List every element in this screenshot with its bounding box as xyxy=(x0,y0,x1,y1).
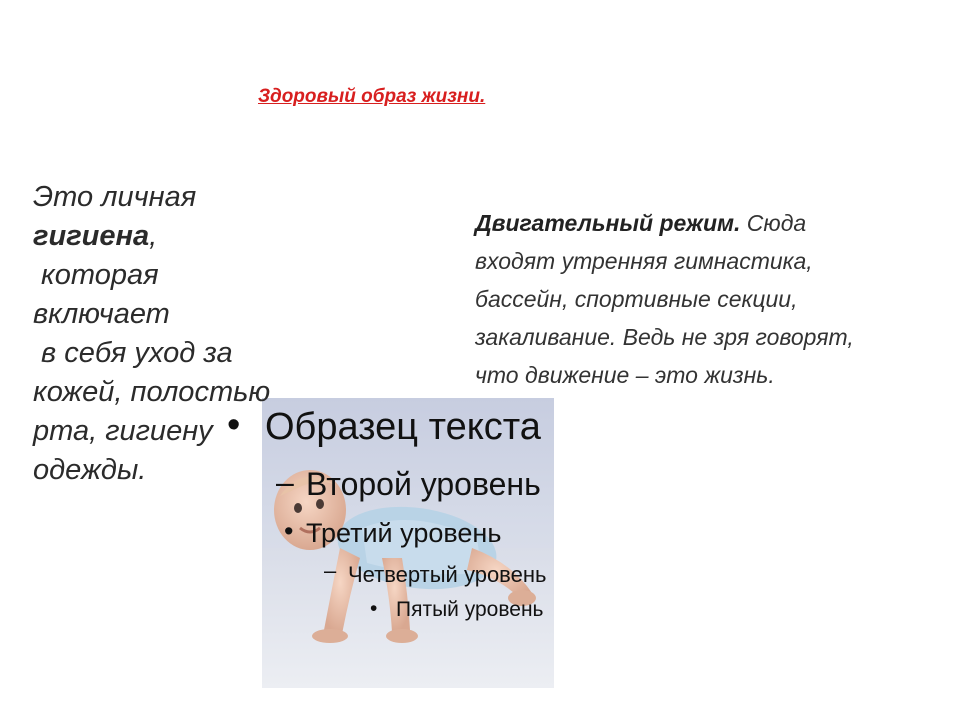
placeholder-level-1: • Образец текста xyxy=(227,404,541,448)
motor-line: что движение – это жизнь. xyxy=(475,362,775,388)
placeholder-level-3: • Третий уровень xyxy=(284,516,502,548)
hygiene-line: гигиена, xyxy=(33,220,158,252)
bullet-dash-icon: – xyxy=(324,558,337,583)
placeholder-level-5: • Пятый уровень xyxy=(370,597,544,621)
hygiene-line: одежды. xyxy=(33,454,147,486)
bullet-dash-icon: – xyxy=(276,464,294,500)
placeholder-level-2: – Второй уровень xyxy=(276,464,541,502)
slide-title: Здоровый образ жизни. xyxy=(258,86,486,107)
hygiene-line: включает xyxy=(33,298,170,330)
motor-regime-heading: Двигательный режим. xyxy=(475,210,741,236)
motor-line: Двигательный режим. Сюда xyxy=(475,210,807,236)
bullet-round-icon: • xyxy=(370,597,378,620)
motor-line: бассейн, спортивные секции, xyxy=(475,286,798,312)
hygiene-line: которая xyxy=(33,259,159,291)
hygiene-line: рта, гигиену xyxy=(33,415,213,447)
bullet-round-icon: • xyxy=(284,516,294,546)
motor-regime-text-block xyxy=(475,204,960,394)
hygiene-bold-word: гигиена xyxy=(33,220,150,252)
hygiene-line: в себя уход за xyxy=(33,337,233,369)
bullet-round-icon: • xyxy=(227,404,241,446)
motor-line: закаливание. Ведь не зря говорят, xyxy=(475,324,854,350)
hygiene-line: Это личная xyxy=(33,181,197,213)
placeholder-level-4: – Четвертый уровень xyxy=(324,558,547,587)
hygiene-line: кожей, полостью xyxy=(33,376,271,408)
motor-line: входят утренняя гимнастика, xyxy=(475,248,813,274)
